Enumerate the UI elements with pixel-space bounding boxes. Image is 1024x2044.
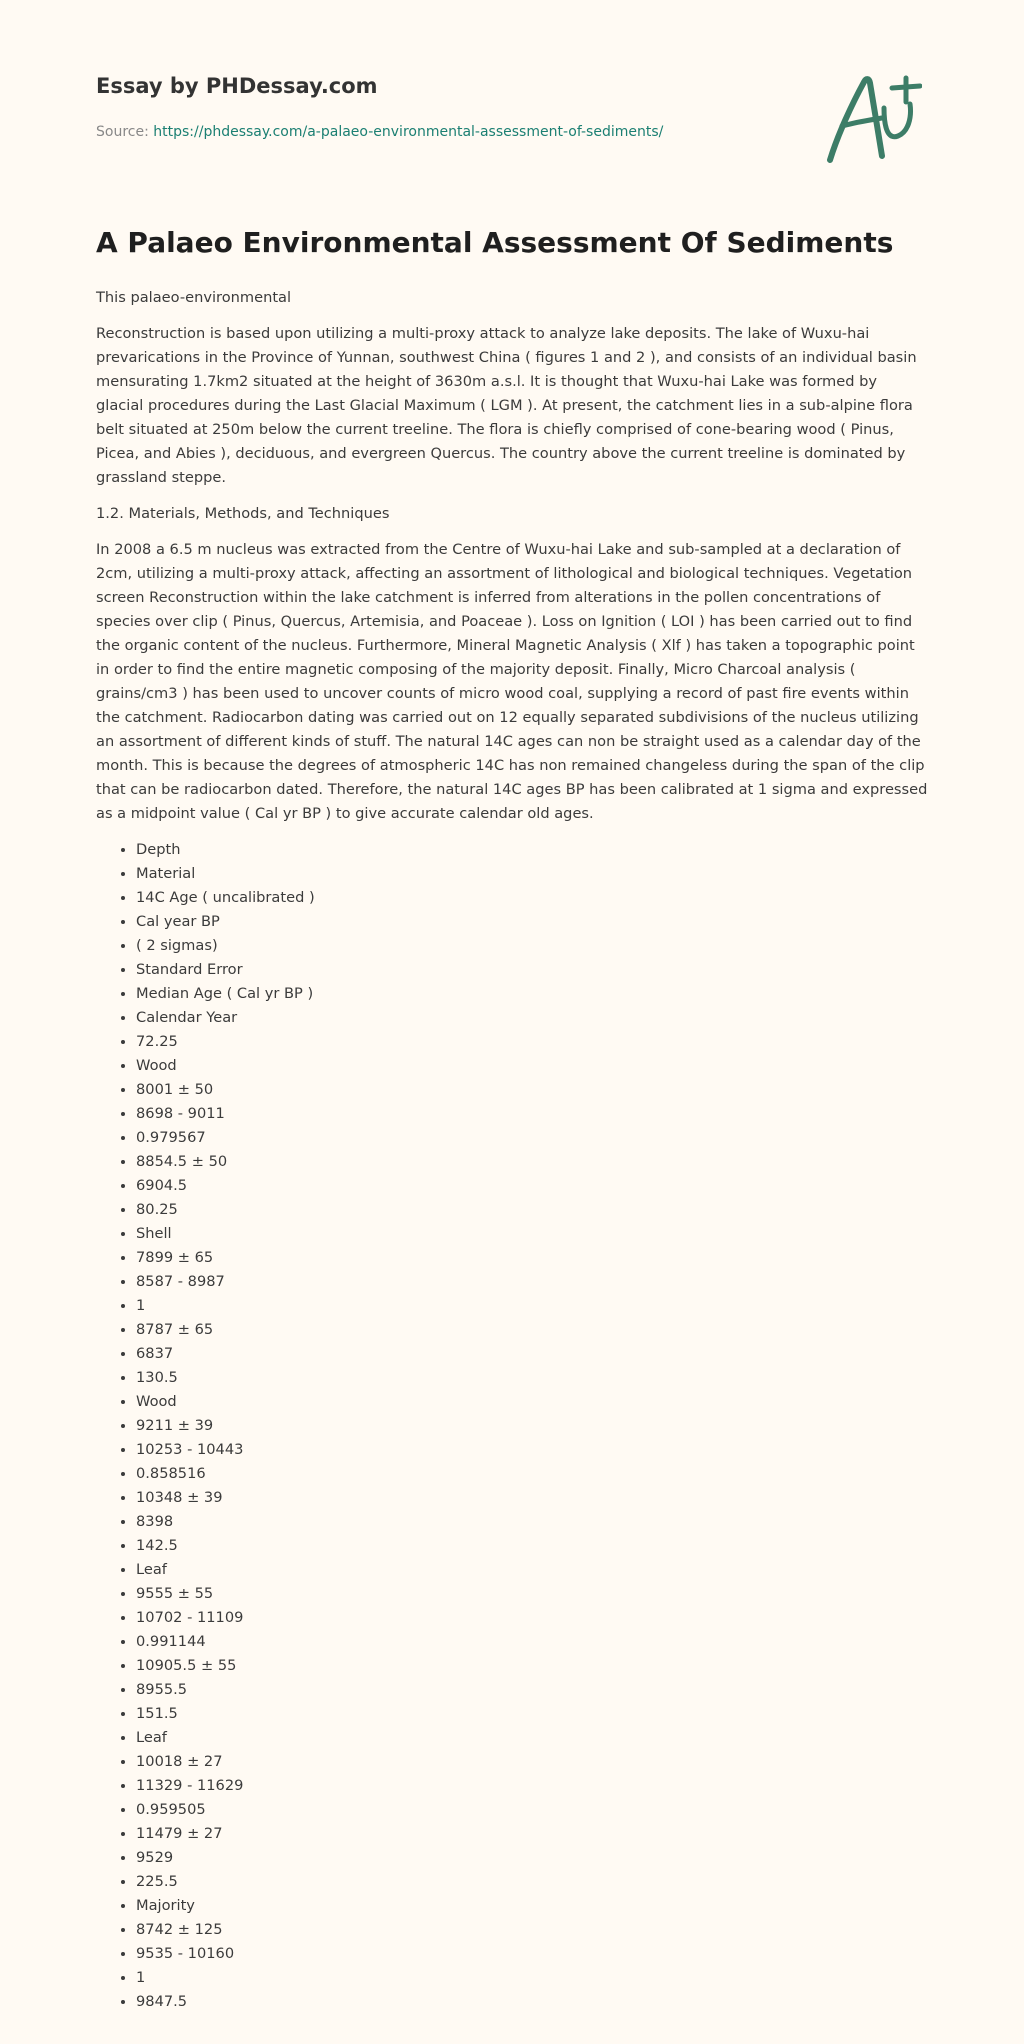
list-item: • 8398 (136, 1510, 928, 1534)
list-item: • Shell (136, 1222, 928, 1246)
list-item: • Standard Error (136, 958, 928, 982)
list-item: • 8787 ± 65 (136, 1318, 928, 1342)
source-line (96, 124, 663, 140)
a-plus-logo-icon (822, 74, 922, 164)
list-item: • 8742 ± 125 (136, 1918, 928, 1942)
list-item: • 80.25 (136, 1198, 928, 1222)
list-item: • ( 2 sigmas) (136, 934, 928, 958)
paragraph-reconstruction: Reconstruction is based upon utilizing a multi-proxy attack to analyze lake deposits. The lake of Wuxu-hai prevarications in the Province of Yunnan, southwest China ( figures 1 and 2 ), and consists of an individual basin mensurating 1.7km2 situated at the height of 3630m a.s.l. It is thought that Wuxu-hai Lake was formed by glacial procedures during the Last Glacial Maximum ( LGM ). At present, the catchment lies in a sub-alpine flora belt situated at 250m below the current treeline. The flora is chiefly comprised of cone-bearing wood ( Pinus, Picea, and Abies ), deciduous, and evergreen Quercus. The country above the current treeline is dominated by grassland steppe. (96, 325, 917, 486)
paragraph-methods: In 2008 a 6.5 m nucleus was extracted from the Centre of Wuxu-hai Lake and sub-sampled at a declaration of 2cm, utilizing a multi-proxy attack, affecting an assortment of lithological and biological techniques. Vegetation screen Reconstruction within the lake catchment is inferred from alterations in the pollen concentrations of species over clip ( Pinus, Quercus, Artemisia, and Poaceae ). Loss on Ignition ( LOI ) has been carried out to find the organic content of the nucleus. Furthermore, Mineral Magnetic Analysis ( Xlf ) has taken a topographic point in order to find the entire magnetic composing of the majority deposit. Finally, Micro Charcoal analysis ( grains/cm3 ) has been used to uncover counts of micro wood coal, supplying a record of past fire events within the catchment. Radiocarbon dating was carried out on 12 equally separated subdivisions of the nucleus utilizing an assortment of different kinds of stuff. The natural 14C ages can non be straight used as a calendar day of the month. This is because the degrees of atmospheric 14C has non remained changeless during the span of the clip that can be radiocarbon dated. Therefore, the natural 14C ages BP has been calibrated at 1 sigma and expressed as a midpoint value ( Cal yr BP ) to give accurate calendar old ages. (96, 541, 928, 822)
list-item: • 10253 - 10443 (136, 1438, 928, 1462)
list-item: • 8698 - 9011 (136, 1102, 928, 1126)
article-body (96, 286, 928, 2014)
list-item: • 6837 (136, 1342, 928, 1366)
list-item: • Leaf (136, 1558, 928, 1582)
source-label: Source: (96, 124, 154, 140)
brand-title: Essay by PHDessay.com (96, 74, 378, 98)
section-heading: 1.2. Materials, Methods, and Techniques (96, 505, 390, 522)
list-item: • 9529 (136, 1846, 928, 1870)
data-list (96, 838, 928, 2014)
list-item: • 72.25 (136, 1030, 928, 1054)
header (96, 0, 928, 220)
list-item: • Material (136, 862, 928, 886)
list-item: • 11479 ± 27 (136, 1822, 928, 1846)
list-item: • Calendar Year (136, 1006, 928, 1030)
page (96, 0, 928, 2010)
article-title: A Palaeo Environmental Assessment Of Sediments (96, 226, 894, 259)
source-link[interactable]: https://phdessay.com/a-palaeo-environmental-assessment-of-sediments/ (153, 124, 664, 140)
list-item: • Depth (136, 838, 928, 862)
list-item: • 1 (136, 1966, 928, 1990)
intro-paragraph: This palaeo-environmental (96, 289, 292, 306)
list-item: • Cal year BP (136, 910, 928, 934)
list-item: • 8001 ± 50 (136, 1078, 928, 1102)
list-item: • 0.959505 (136, 1798, 928, 1822)
list-item: • 1 (136, 1294, 928, 1318)
list-item: • 9535 - 10160 (136, 1942, 928, 1966)
list-item: • 10348 ± 39 (136, 1486, 928, 1510)
list-item: • 10702 - 11109 (136, 1606, 928, 1630)
list-item: • Median Age ( Cal yr BP ) (136, 982, 928, 1006)
list-item: • 8854.5 ± 50 (136, 1150, 928, 1174)
list-item: • 8587 - 8987 (136, 1270, 928, 1294)
list-item: • 9211 ± 39 (136, 1414, 928, 1438)
list-item: • 130.5 (136, 1366, 928, 1390)
list-item: • 0.991144 (136, 1630, 928, 1654)
list-item: • 0.979567 (136, 1126, 928, 1150)
list-item: • 0.858516 (136, 1462, 928, 1486)
list-item: • 10018 ± 27 (136, 1750, 928, 1774)
list-item: • 6904.5 (136, 1174, 928, 1198)
list-item: • 10905.5 ± 55 (136, 1654, 928, 1678)
list-item: • Wood (136, 1054, 928, 1078)
list-item: • Majority (136, 1894, 928, 1918)
list-item: • 9555 ± 55 (136, 1582, 928, 1606)
list-item: • Wood (136, 1390, 928, 1414)
list-item: • 142.5 (136, 1534, 928, 1558)
list-item: • 151.5 (136, 1702, 928, 1726)
list-item: • 7899 ± 65 (136, 1246, 928, 1270)
list-item: • Leaf (136, 1726, 928, 1750)
list-item: • 11329 - 11629 (136, 1774, 928, 1798)
list-item: • 225.5 (136, 1870, 928, 1894)
list-item: • 8955.5 (136, 1678, 928, 1702)
list-item: • 14C Age ( uncalibrated ) (136, 886, 928, 910)
list-item: • 9847.5 (136, 1990, 928, 2014)
